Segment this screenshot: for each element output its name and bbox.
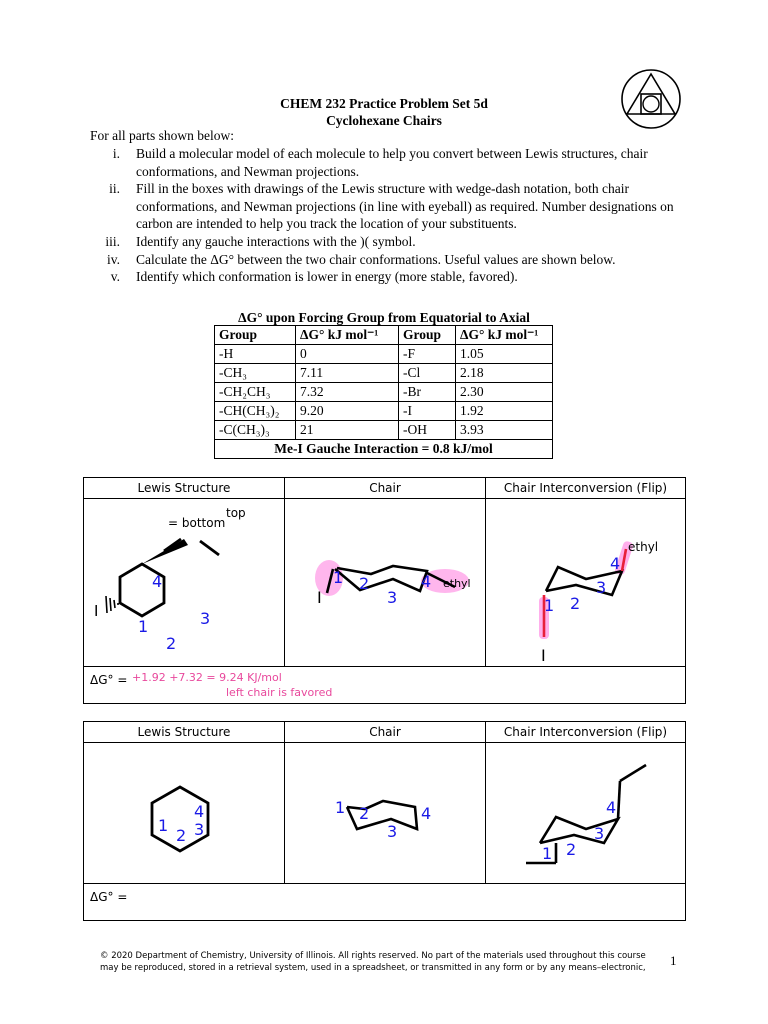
table-header-row bbox=[215, 326, 553, 345]
delta-g-answer-row-2[interactable] bbox=[84, 884, 685, 920]
header-chair: Chair bbox=[284, 478, 485, 498]
table-row bbox=[215, 402, 553, 421]
carbon-number: 1 bbox=[544, 596, 555, 615]
lewis-structure-drawing-2[interactable] bbox=[84, 743, 284, 883]
carbon-number: 3 bbox=[194, 820, 205, 839]
header-lewis-structure: Lewis Structure bbox=[137, 725, 231, 739]
delta-g-label: ΔG° = bbox=[90, 890, 128, 904]
table-cell: 21 bbox=[296, 421, 399, 440]
header-lewis-structure: Lewis Structure bbox=[137, 481, 231, 495]
chair-iodine-label: I bbox=[317, 588, 322, 607]
table-row bbox=[215, 364, 553, 383]
page-number: 1 bbox=[670, 953, 677, 968]
problem-panel-2 bbox=[83, 721, 686, 921]
chair-flip-figure bbox=[486, 743, 685, 883]
carbon-number: 1 bbox=[333, 568, 344, 587]
chair-flip-drawing-1[interactable] bbox=[485, 499, 685, 666]
carbon-number: 2 bbox=[570, 594, 581, 613]
lewis-structure-figure bbox=[84, 743, 284, 883]
carbon-number: 2 bbox=[166, 634, 177, 653]
instruction-list bbox=[90, 145, 690, 286]
table-footer-row bbox=[215, 440, 553, 459]
instruction-item: i. Build a molecular model of each molecule to help you convert between Lewis structures, chair conformations, and Newman projections. bbox=[112, 146, 648, 179]
table-cell: -C(CH₃)₃ bbox=[215, 421, 296, 440]
instructions-intro: For all parts shown below: bbox=[90, 128, 234, 143]
carbon-number: 4 bbox=[610, 554, 621, 573]
header-chair-flip: Chair Interconversion (Flip) bbox=[485, 478, 685, 498]
instruction-item: iii. Identify any gauche interactions with the )( symbol. bbox=[105, 233, 416, 249]
lewis-structure-drawing-1[interactable] bbox=[84, 499, 284, 666]
carbon-number: 3 bbox=[387, 822, 398, 841]
carbon-number: 3 bbox=[387, 588, 398, 607]
handwritten-ethyl-note: ethyl bbox=[628, 540, 659, 554]
chair-flip-drawing-2[interactable] bbox=[485, 743, 685, 883]
table-cell: -OH bbox=[399, 421, 456, 440]
wedge-bond-icon bbox=[142, 539, 188, 564]
page-title: CHEM 232 Practice Problem Set 5d bbox=[280, 96, 488, 111]
table-cell: -Br bbox=[399, 383, 456, 402]
table-cell: 2.18 bbox=[456, 364, 553, 383]
copyright-notice: © 2020 Department of Chemistry, University of Illinois. All rights reserved. No part of the materials used throughout this course may be reproduced, stored in a retrieval system, used in a spreadsheet, or transmitted in any form or by any means–electronic, bbox=[100, 951, 646, 973]
table-row bbox=[215, 383, 553, 402]
chair-figure bbox=[285, 499, 485, 666]
instruction-item: ii. Fill in the boxes with drawings of the Lewis structure with wedge-dash notation, both chair conformations, and Newman projections (in line with eyeball) as required. Number designations on carbon are intended to help you track the location of your substituents. bbox=[109, 181, 674, 232]
carbon-number: 3 bbox=[200, 609, 211, 628]
flip-iodine-label: I bbox=[541, 646, 546, 665]
table-cell: 7.32 bbox=[296, 383, 399, 402]
carbon-number: 4 bbox=[606, 798, 617, 817]
handwritten-ethyl-note: ethyl bbox=[443, 577, 471, 590]
table-row bbox=[215, 345, 553, 364]
lewis-iodine-label: I bbox=[94, 602, 99, 620]
column-header: ΔG° kJ mol⁻¹ bbox=[296, 326, 399, 345]
hash-bond-icon bbox=[106, 596, 118, 613]
header-chair: Chair bbox=[284, 722, 485, 742]
table-cell: 7.11 bbox=[296, 364, 399, 383]
table-cell: -H bbox=[215, 345, 296, 364]
chair-flip-figure bbox=[486, 499, 685, 666]
carbon-number: 1 bbox=[138, 617, 149, 636]
table-cell: 2.30 bbox=[456, 383, 553, 402]
carbon-number: 4 bbox=[152, 572, 163, 591]
handwritten-bottom-note: = bottom bbox=[168, 516, 226, 530]
header-chair-flip: Chair Interconversion (Flip) bbox=[485, 722, 685, 742]
handwritten-favored-note: left chair is favored bbox=[226, 686, 333, 699]
chair-figure bbox=[285, 743, 485, 883]
table-row bbox=[215, 421, 553, 440]
table-cell: -CH₂CH₃ bbox=[215, 383, 296, 402]
lewis-structure-figure bbox=[84, 499, 284, 666]
carbon-number: 1 bbox=[335, 798, 346, 817]
carbon-number: 2 bbox=[176, 826, 187, 845]
problem-panel-1 bbox=[83, 477, 686, 704]
chair-drawing-1[interactable] bbox=[284, 499, 485, 666]
column-header: Group bbox=[399, 326, 456, 345]
carbon-number: 3 bbox=[596, 578, 607, 597]
carbon-number: 4 bbox=[421, 804, 432, 823]
chair-drawing-2[interactable] bbox=[284, 743, 485, 883]
gauche-interaction-note: Me-I Gauche Interaction = 0.8 kJ/mol bbox=[215, 440, 553, 459]
handwritten-top-note: top bbox=[226, 506, 246, 520]
delta-g-label: ΔG° = bbox=[90, 673, 128, 687]
table-cell: -F bbox=[399, 345, 456, 364]
carbon-number: 2 bbox=[359, 574, 370, 593]
table-cell: 3.93 bbox=[456, 421, 553, 440]
delta-g-answer-row-1[interactable] bbox=[84, 667, 685, 703]
column-header: ΔG° kJ mol⁻¹ bbox=[456, 326, 553, 345]
table-cell: 1.05 bbox=[456, 345, 553, 364]
instruction-item: iv. Calculate the ΔG° between the two chair conformations. Useful values are shown below. bbox=[107, 251, 616, 267]
carbon-number: 1 bbox=[542, 844, 553, 863]
table-title: ΔG° upon Forcing Group from Equatorial to Axial bbox=[238, 310, 530, 325]
table-cell: 9.20 bbox=[296, 402, 399, 421]
table-cell: -CH₃ bbox=[215, 364, 296, 383]
carbon-number: 4 bbox=[421, 572, 432, 591]
carbon-number: 1 bbox=[158, 816, 169, 835]
table-cell: 1.92 bbox=[456, 402, 553, 421]
table-cell: -Cl bbox=[399, 364, 456, 383]
instruction-item: v. Identify which conformation is lower in energy (more stable, favored). bbox=[110, 269, 518, 285]
department-logo-icon bbox=[620, 68, 682, 130]
carbon-number: 2 bbox=[359, 804, 370, 823]
page-subtitle: Cyclohexane Chairs bbox=[326, 113, 442, 128]
table-cell: 0 bbox=[296, 345, 399, 364]
handwritten-calculation: +1.92 +7.32 = 9.24 KJ/mol bbox=[132, 671, 282, 684]
table-cell: -I bbox=[399, 402, 456, 421]
carbon-number: 2 bbox=[566, 840, 577, 859]
column-header: Group bbox=[215, 326, 296, 345]
delta-g-table bbox=[214, 325, 553, 459]
table-cell: -CH(CH₃)₂ bbox=[215, 402, 296, 421]
carbon-number: 4 bbox=[194, 802, 205, 821]
carbon-number: 3 bbox=[594, 824, 605, 843]
